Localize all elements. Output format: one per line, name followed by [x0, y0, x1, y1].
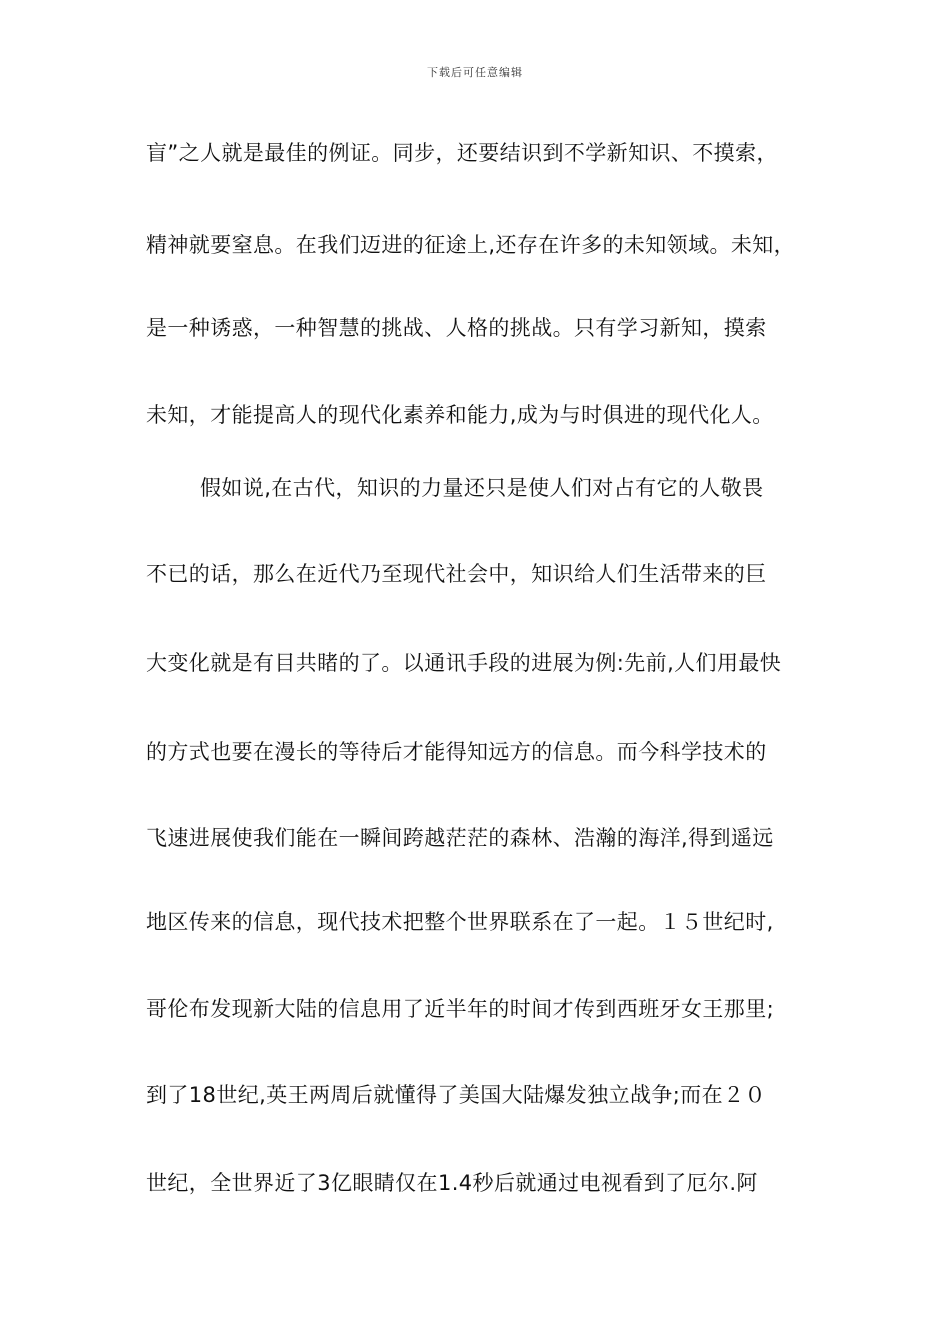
text-line: 精神就要窒息。在我们迈进的征途上,还存在许多的未知领域。未知， [146, 233, 796, 257]
text-line: 哥伦布发现新大陆的信息用了近半年的时间才传到西班牙女王那里; [146, 997, 775, 1021]
text-line: 的方式也要在漫长的等待后才能得知远方的信息。而今科学技术的 [146, 740, 767, 764]
text-line: 未知，才能提高人的现代化素养和能力,成为与时俱进的现代化人。 [146, 403, 774, 427]
text-line: 大变化就是有目共睹的了。以通讯手段的进展为例:先前,人们用最快 [146, 651, 782, 675]
text-line: 是一种诱惑，一种智慧的挑战、人格的挑战。只有学习新知，摸索 [146, 316, 767, 340]
text-line: 盲”之人就是最佳的例证。同步，还要结识到不学新知识、不摸索， [146, 141, 778, 165]
text-line: 地区传来的信息，现代技术把整个世界联系在了一起。１５世纪时, [146, 910, 774, 934]
text-line: 到了18世纪,英王两周后就懂得了美国大陆爆发独立战争;而在２０ [146, 1083, 766, 1107]
text-line: 世纪，全世界近了3亿眼睛仅在1.4秒后就通过电视看到了厄尔.阿 [146, 1171, 758, 1195]
text-line: 不已的话，那么在近代乃至现代社会中，知识给人们生活带来的巨 [146, 562, 767, 586]
page-header: 下载后可任意编辑 [427, 66, 523, 79]
paragraph-first-line: 假如说,在古代，知识的力量还只是使人们对占有它的人敬畏 [200, 476, 764, 500]
text-line: 飞速进展使我们能在一瞬间跨越茫茫的森林、浩瀚的海洋,得到遥远 [146, 826, 774, 850]
